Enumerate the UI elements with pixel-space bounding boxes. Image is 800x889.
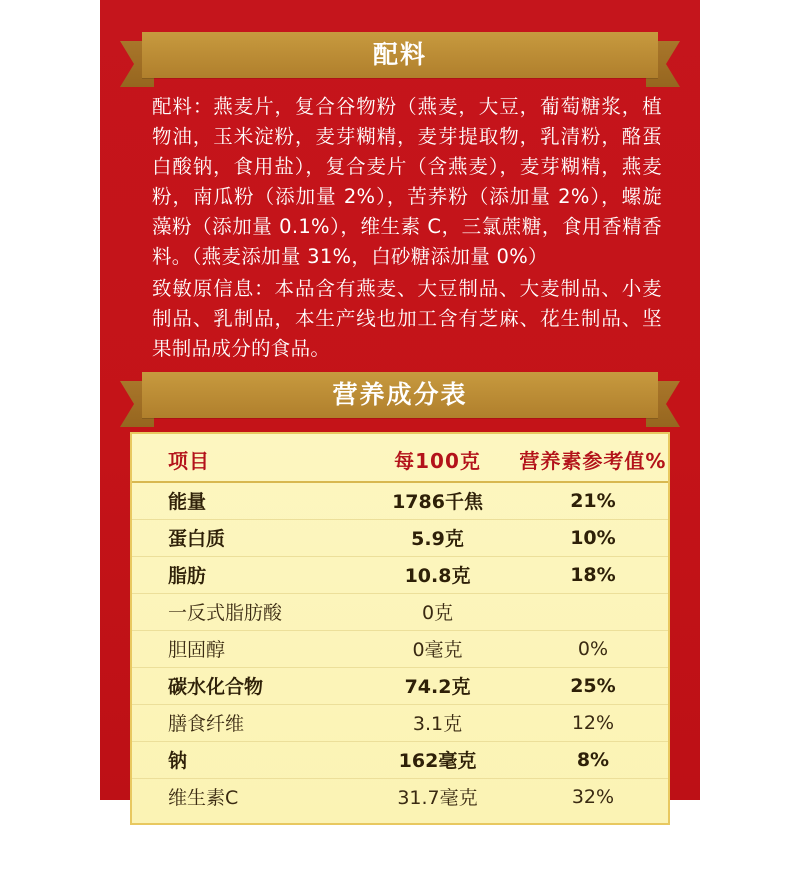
cell-nrv: 25%	[518, 668, 668, 705]
footnote-vitaminc: 维生素C有助于维持皮肤和黏膜健康。	[152, 865, 453, 886]
table-header-row	[132, 440, 668, 482]
cell-nrv	[518, 594, 668, 631]
footnote-fiber: 膳食纤维有助于维持正常的肠道功能。	[152, 838, 458, 859]
table-row	[132, 668, 668, 705]
ingredients-banner	[120, 32, 680, 78]
nutrition-section	[100, 372, 700, 889]
cell-per-100g: 0毫克	[357, 631, 518, 668]
cell-nrv: 12%	[518, 705, 668, 742]
ingredients-banner-title: 配料	[372, 40, 427, 69]
cell-per-100g: 1786千焦	[357, 482, 518, 520]
cell-item: 一反式脂肪酸	[132, 594, 357, 631]
nutrition-table	[132, 440, 668, 815]
header-item: 项目	[132, 440, 357, 482]
cell-per-100g: 162毫克	[357, 742, 518, 779]
cell-per-100g: 74.2克	[357, 668, 518, 705]
cell-nrv: 8%	[518, 742, 668, 779]
ingredients-text	[100, 92, 700, 364]
cell-item: 蛋白质	[132, 520, 357, 557]
cell-nrv: 21%	[518, 482, 668, 520]
header-per-100g: 每100克	[357, 440, 518, 482]
cell-per-100g: 10.8克	[357, 557, 518, 594]
table-row	[132, 705, 668, 742]
table-row	[132, 482, 668, 520]
cell-nrv: 18%	[518, 557, 668, 594]
nutrition-table-body	[132, 482, 668, 815]
table-row	[132, 557, 668, 594]
table-row	[132, 742, 668, 779]
table-row	[132, 594, 668, 631]
ingredients-section	[100, 32, 700, 364]
allergen-paragraph: 致敏原信息：本品含有燕麦、大豆制品、大麦制品、小麦制品、乳制品，本生产线也加工含有芝麻、花生制品、坚果制品成分的食品。	[152, 277, 662, 360]
cell-nrv: 0%	[518, 631, 668, 668]
cell-per-100g: 3.1克	[357, 705, 518, 742]
cell-per-100g: 5.9克	[357, 520, 518, 557]
table-row	[132, 631, 668, 668]
cell-item: 碳水化合物	[132, 668, 357, 705]
header-nrv: 营养素参考值%	[518, 440, 668, 482]
cell-item: 维生素C	[168, 787, 239, 809]
cell-per-100g: 0克	[357, 594, 518, 631]
cell-per-100g: 31.7毫克	[397, 787, 478, 809]
nutrition-table-wrapper	[130, 432, 670, 825]
nutrition-banner-title: 营养成分表	[332, 380, 468, 409]
table-row	[132, 779, 668, 816]
table-row	[132, 520, 668, 557]
cell-item: 能量	[132, 482, 357, 520]
ingredients-paragraph-main: 配料：燕麦片，复合谷物粉（燕麦，大豆，葡萄糖浆，植物油，玉米淀粉，麦芽糊精，麦芽提取物，乳清粉，酪蛋白酸钠，食用盐），复合麦片（含燕麦），麦芽糊精，燕麦粉，南瓜粉（添加量 2%），苦荞粉（添加量 2%），螺旋藻粉（添加量 0.1%），维生素 C，三氯蔗糖，食用香精香料。（燕麦添加量 31%，白砂糖添加量 0%）	[152, 95, 662, 268]
cell-item: 脂肪	[132, 557, 357, 594]
cell-item: 胆固醇	[132, 631, 357, 668]
nutrition-footnotes	[100, 835, 700, 889]
cell-item: 钠	[132, 742, 357, 779]
cell-nrv: 10%	[518, 520, 668, 557]
cell-nrv: 32%	[571, 785, 615, 808]
cell-item: 膳食纤维	[132, 705, 357, 742]
nutrition-banner	[120, 372, 680, 418]
